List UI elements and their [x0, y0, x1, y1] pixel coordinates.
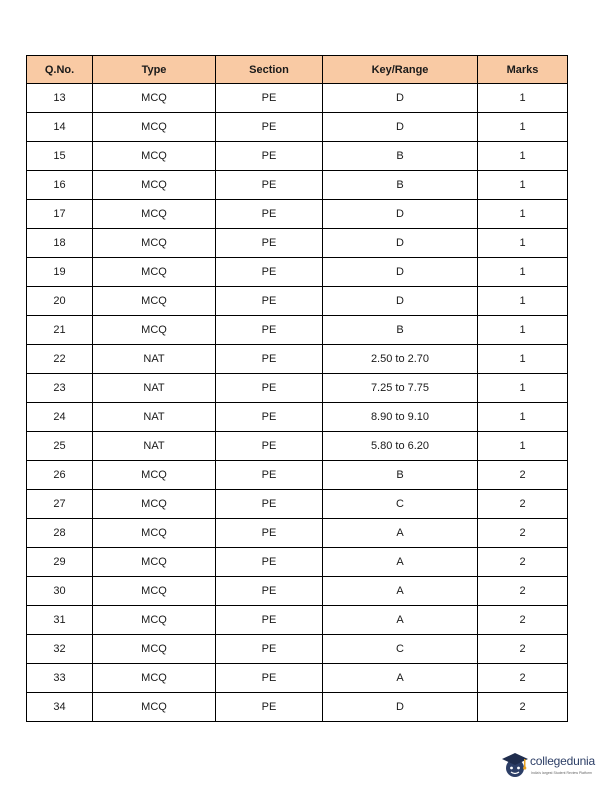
cell-key-range: A [323, 548, 478, 577]
table-header-row [27, 56, 568, 84]
table-row [27, 664, 568, 693]
cell-key-range: A [323, 664, 478, 693]
cell-type: MCQ [93, 316, 216, 345]
cell-type: MCQ [93, 606, 216, 635]
cell-qno: 28 [27, 519, 93, 548]
cell-section: PE [216, 461, 323, 490]
cell-key-range: D [323, 84, 478, 113]
cell-marks: 2 [478, 606, 568, 635]
cell-qno: 32 [27, 635, 93, 664]
cell-section: PE [216, 345, 323, 374]
cell-key-range: A [323, 577, 478, 606]
cell-qno: 30 [27, 577, 93, 606]
cell-key-range: 8.90 to 9.10 [323, 403, 478, 432]
cell-section: PE [216, 403, 323, 432]
cell-type: MCQ [93, 200, 216, 229]
cell-key-range: 2.50 to 2.70 [323, 345, 478, 374]
cell-marks: 2 [478, 693, 568, 722]
cell-key-range: D [323, 229, 478, 258]
table-row [27, 287, 568, 316]
cell-type: MCQ [93, 113, 216, 142]
cell-key-range: B [323, 316, 478, 345]
cell-qno: 26 [27, 461, 93, 490]
table-row [27, 84, 568, 113]
cell-section: PE [216, 490, 323, 519]
cell-marks: 2 [478, 635, 568, 664]
cell-type: MCQ [93, 519, 216, 548]
cell-marks: 2 [478, 664, 568, 693]
cell-qno: 23 [27, 374, 93, 403]
cell-type: NAT [93, 374, 216, 403]
cell-key-range: D [323, 258, 478, 287]
table-row [27, 577, 568, 606]
cell-qno: 25 [27, 432, 93, 461]
cell-type: MCQ [93, 84, 216, 113]
cell-marks: 1 [478, 374, 568, 403]
table-row [27, 432, 568, 461]
cell-marks: 2 [478, 577, 568, 606]
cell-key-range: D [323, 287, 478, 316]
cell-qno: 17 [27, 200, 93, 229]
cell-key-range: C [323, 635, 478, 664]
table-row [27, 142, 568, 171]
cell-section: PE [216, 635, 323, 664]
cell-key-range: D [323, 200, 478, 229]
cell-marks: 1 [478, 229, 568, 258]
cell-key-range: 5.80 to 6.20 [323, 432, 478, 461]
cell-key-range: B [323, 461, 478, 490]
cell-marks: 1 [478, 287, 568, 316]
table-row [27, 258, 568, 287]
cell-type: MCQ [93, 635, 216, 664]
table-row [27, 345, 568, 374]
cell-type: MCQ [93, 287, 216, 316]
cell-section: PE [216, 258, 323, 287]
table-row [27, 548, 568, 577]
cell-marks: 1 [478, 84, 568, 113]
cell-marks: 2 [478, 461, 568, 490]
collegedunia-logo [500, 748, 602, 784]
cell-type: MCQ [93, 142, 216, 171]
cell-marks: 1 [478, 258, 568, 287]
table-row [27, 519, 568, 548]
cell-type: MCQ [93, 693, 216, 722]
cell-section: PE [216, 664, 323, 693]
cell-marks: 1 [478, 113, 568, 142]
cell-qno: 19 [27, 258, 93, 287]
cell-section: PE [216, 84, 323, 113]
cell-key-range: A [323, 519, 478, 548]
cell-qno: 27 [27, 490, 93, 519]
cell-key-range: 7.25 to 7.75 [323, 374, 478, 403]
graduation-cap-icon [500, 750, 530, 780]
column-header-section: Section [216, 56, 323, 84]
cell-qno: 34 [27, 693, 93, 722]
table-row [27, 171, 568, 200]
table-row [27, 200, 568, 229]
table-row [27, 490, 568, 519]
cell-section: PE [216, 316, 323, 345]
cell-type: MCQ [93, 258, 216, 287]
table-row [27, 693, 568, 722]
cell-qno: 14 [27, 113, 93, 142]
cell-qno: 20 [27, 287, 93, 316]
cell-key-range: A [323, 606, 478, 635]
cell-type: NAT [93, 403, 216, 432]
cell-type: MCQ [93, 548, 216, 577]
table-row [27, 113, 568, 142]
cell-section: PE [216, 519, 323, 548]
cell-type: MCQ [93, 664, 216, 693]
table-body [27, 84, 568, 722]
cell-section: PE [216, 374, 323, 403]
table-row [27, 316, 568, 345]
cell-key-range: B [323, 171, 478, 200]
cell-section: PE [216, 142, 323, 171]
cell-section: PE [216, 693, 323, 722]
column-header-type: Type [93, 56, 216, 84]
cell-section: PE [216, 113, 323, 142]
column-header-marks: Marks [478, 56, 568, 84]
cell-marks: 2 [478, 548, 568, 577]
cell-key-range: B [323, 142, 478, 171]
cell-section: PE [216, 606, 323, 635]
cell-type: MCQ [93, 171, 216, 200]
cell-marks: 1 [478, 432, 568, 461]
cell-type: NAT [93, 432, 216, 461]
table-row [27, 635, 568, 664]
cell-qno: 21 [27, 316, 93, 345]
cell-qno: 29 [27, 548, 93, 577]
table-row [27, 374, 568, 403]
cell-type: NAT [93, 345, 216, 374]
cell-key-range: C [323, 490, 478, 519]
cell-key-range: D [323, 693, 478, 722]
cell-qno: 13 [27, 84, 93, 113]
cell-type: MCQ [93, 229, 216, 258]
cell-marks: 1 [478, 171, 568, 200]
column-header-qno: Q.No. [27, 56, 93, 84]
cell-marks: 1 [478, 345, 568, 374]
cell-marks: 2 [478, 490, 568, 519]
brand-tagline: India's largest Student Review Platform [531, 771, 592, 775]
cell-section: PE [216, 548, 323, 577]
table-row [27, 403, 568, 432]
cell-section: PE [216, 229, 323, 258]
cell-type: MCQ [93, 461, 216, 490]
cell-marks: 2 [478, 519, 568, 548]
table-row [27, 606, 568, 635]
cell-type: MCQ [93, 577, 216, 606]
cell-qno: 31 [27, 606, 93, 635]
cell-marks: 1 [478, 200, 568, 229]
cell-section: PE [216, 171, 323, 200]
cell-qno: 22 [27, 345, 93, 374]
cell-section: PE [216, 287, 323, 316]
cell-marks: 1 [478, 403, 568, 432]
cell-qno: 16 [27, 171, 93, 200]
table-row [27, 461, 568, 490]
cell-type: MCQ [93, 490, 216, 519]
cell-marks: 1 [478, 316, 568, 345]
answer-key-table [26, 55, 568, 722]
cell-section: PE [216, 577, 323, 606]
brand-name: collegedunia [530, 754, 595, 768]
cell-key-range: D [323, 113, 478, 142]
table-row [27, 229, 568, 258]
cell-qno: 15 [27, 142, 93, 171]
cell-qno: 18 [27, 229, 93, 258]
column-header-key-range: Key/Range [323, 56, 478, 84]
cell-section: PE [216, 432, 323, 461]
cell-section: PE [216, 200, 323, 229]
cell-qno: 33 [27, 664, 93, 693]
cell-qno: 24 [27, 403, 93, 432]
cell-marks: 1 [478, 142, 568, 171]
